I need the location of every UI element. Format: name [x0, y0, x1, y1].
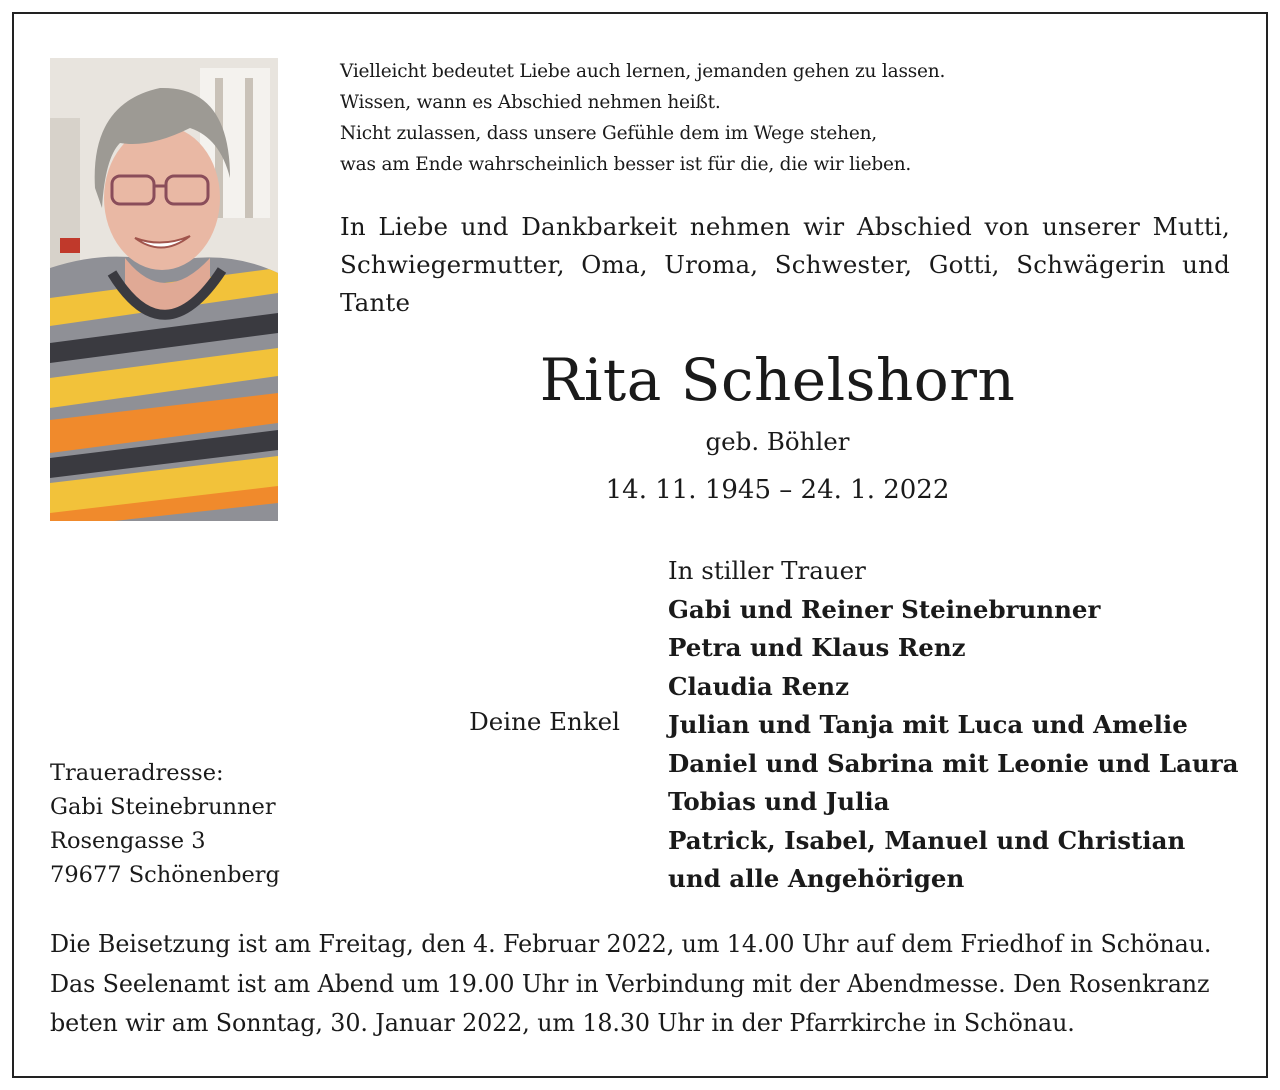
- intro-text: In Liebe und Dankbarkeit nehmen wir Abschied von unserer Mutti, Schwiegermutter, Oma, Uroma, Schwester, Gotti, Schwägerin und Tante: [340, 212, 1230, 317]
- poem-line: Nicht zulassen, dass unsere Gefühle dem im Wege stehen,: [340, 123, 877, 144]
- funeral-notice: [50, 925, 1230, 1044]
- mourner-name: Gabi und Reiner Steinebrunner: [668, 594, 1101, 624]
- mourner-name: und alle Angehörigen: [668, 864, 965, 893]
- mourner-name: Claudia Renz: [668, 671, 850, 701]
- portrait-photo: [50, 58, 278, 521]
- mourners-list: [668, 552, 1258, 899]
- address-city: 79677 Schönenberg: [50, 862, 280, 888]
- address-street: Rosengasse 3: [50, 828, 206, 854]
- poem: [340, 56, 1040, 180]
- address-label: Traueradresse:: [50, 760, 224, 786]
- poem-line: was am Ende wahrscheinlich besser ist für die, die wir lieben.: [340, 154, 912, 175]
- maiden-name: geb. Böhler: [705, 427, 850, 456]
- address-name: Gabi Steinebrunner: [50, 794, 276, 820]
- deceased-name: Rita Schelshorn: [539, 346, 1016, 414]
- grandchildren-label: Deine Enkel: [469, 707, 620, 736]
- mourner-name: Tobias und Julia: [668, 787, 890, 816]
- life-dates: 14. 11. 1945 – 24. 1. 2022: [605, 475, 950, 505]
- poem-line: Vielleicht bedeutet Liebe auch lernen, jemanden gehen zu lassen.: [340, 61, 946, 82]
- mourners-heading: In stiller Trauer: [668, 556, 866, 585]
- portrait-image: [50, 58, 278, 521]
- mourner-name: Petra und Klaus Renz: [668, 633, 966, 662]
- poem-line: Wissen, wann es Abschied nehmen heißt.: [340, 92, 721, 113]
- footer-line: beten wir am Sonntag, 30. Januar 2022, um 18.30 Uhr in der Pfarrkirche in Schönau.: [50, 1009, 1075, 1037]
- mourner-name: Julian und Tanja mit Luca und Amelie: [668, 710, 1188, 739]
- footer-line: Das Seelenamt ist am Abend um 19.00 Uhr in Verbindung mit der Abendmesse. Den Rosenkranz: [50, 969, 1210, 998]
- mourning-address: [50, 756, 370, 892]
- mourner-name: Daniel und Sabrina mit Leonie und Laura: [668, 748, 1239, 778]
- footer-line: Die Beisetzung ist am Freitag, den 4. Februar 2022, um 14.00 Uhr auf dem Friedhof in Schönau.: [50, 930, 1212, 958]
- mourner-name: Patrick, Isabel, Manuel und Christian: [668, 825, 1186, 855]
